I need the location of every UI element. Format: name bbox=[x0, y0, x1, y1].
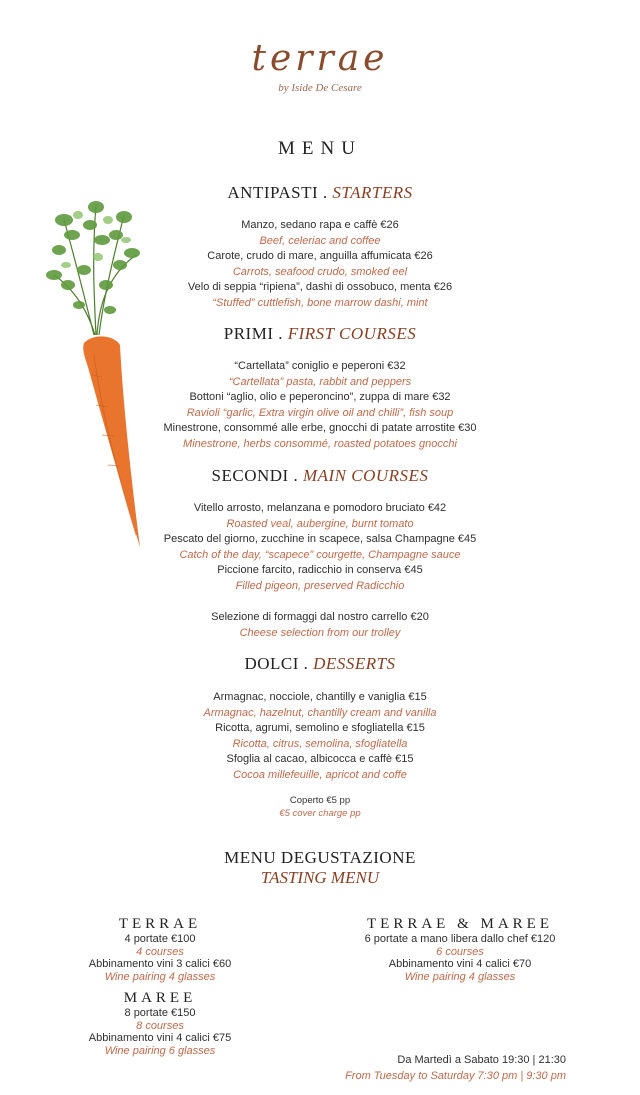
tasting-terrae-courses: 4 portate €100 bbox=[124, 933, 196, 945]
tasting-maree-title: MAREE bbox=[123, 990, 197, 1006]
tasting-terrae-wine-en: Wine pairing 4 glasses bbox=[104, 970, 216, 983]
tasting-terrae-maree-wine: Abbinamento vini 4 calici €70 bbox=[388, 958, 532, 970]
menu-item: Minestrone, consommé alle erbe, gnocchi di patate arrostite €30 bbox=[163, 422, 477, 434]
section-heading-en: STARTERS bbox=[332, 183, 413, 202]
menu-item-translation: Beef, celeriac and coffee bbox=[259, 234, 381, 247]
menu-item-translation: Cocoa millefeuille, apricot and coffe bbox=[233, 768, 407, 781]
menu-item: Sfoglia al cacao, albicocca e caffè €15 bbox=[226, 753, 414, 765]
tasting-maree-courses-en: 8 courses bbox=[136, 1019, 184, 1032]
menu-item-translation: Ravioli “garlic, Extra virgin olive oil and chilli”, fish soup bbox=[186, 406, 454, 419]
menu-item-translation: Ricotta, citrus, semolina, sfogliatella bbox=[232, 737, 408, 750]
menu-item-translation: “Cartellata” pasta, rabbit and peppers bbox=[228, 375, 412, 388]
tasting-terrae-maree-title: TERRAE & MAREE bbox=[367, 916, 553, 932]
section-heading-it: DOLCI bbox=[244, 654, 299, 673]
menu-item: Vitello arrosto, melanzana e pomodoro bruciato €42 bbox=[193, 502, 447, 514]
section-heading-it: PRIMI bbox=[223, 324, 274, 343]
section-items-primi bbox=[0, 359, 640, 452]
menu-item: Piccione farcito, radicchio in conserva €45 bbox=[217, 564, 423, 576]
section-heading-en: FIRST COURSES bbox=[287, 324, 417, 343]
section-heading-antipasti: ANTIPASTI . STARTERS bbox=[227, 183, 413, 202]
logo-byline: by Iside De Cesare bbox=[278, 82, 362, 94]
tasting-terrae-maree-wine-en: Wine pairing 4 glasses bbox=[404, 970, 516, 983]
tasting-terrae bbox=[60, 916, 260, 983]
menu-item: Ricotta, agrumi, semolino e sfogliatella €15 bbox=[215, 722, 425, 734]
menu-item-translation: Armagnac, hazelnut, chantilly cream and vanilla bbox=[203, 706, 437, 719]
section-heading-secondi: SECONDI . MAIN COURSES bbox=[211, 466, 429, 485]
menu-item-translation: Roasted veal, aubergine, burnt tomato bbox=[226, 517, 414, 530]
cover-charge bbox=[0, 794, 640, 820]
menu-item: Armagnac, nocciole, chantilly e vaniglia €15 bbox=[213, 691, 427, 703]
menu-title: MENU bbox=[278, 138, 362, 159]
section-heading-primi: PRIMI . FIRST COURSES bbox=[223, 324, 417, 343]
menu-item: Manzo, sedano rapa e caffè €26 bbox=[241, 219, 399, 231]
menu-item-translation: “Stuffed” cuttlefish, bone marrow dashi, mint bbox=[212, 296, 428, 309]
section-heading-en: DESSERTS bbox=[313, 654, 396, 673]
tasting-terrae-maree-courses-en: 6 courses bbox=[436, 945, 484, 958]
tasting-terrae-maree-courses: 6 portate a mano libera dallo chef €120 bbox=[364, 933, 556, 945]
tasting-maree-wine-en: Wine pairing 6 glasses bbox=[104, 1044, 216, 1057]
menu-item-translation: Filled pigeon, preserved Radicchio bbox=[235, 579, 405, 592]
tasting-maree bbox=[60, 990, 260, 1057]
menu-item-translation: Cheese selection from our trolley bbox=[239, 626, 401, 639]
section-items-dolci bbox=[0, 690, 640, 783]
section-heading-it: SECONDI bbox=[211, 466, 289, 485]
cover-charge-it: Coperto €5 pp bbox=[289, 795, 351, 806]
menu-item-translation: Catch of the day, “scapece” courgette, Champagne sauce bbox=[179, 548, 461, 561]
menu-item: Selezione di formaggi dal nostro carrello €20 bbox=[211, 611, 429, 623]
section-heading-it: ANTIPASTI bbox=[227, 183, 319, 202]
tasting-heading-en: TASTING MENU bbox=[260, 868, 380, 887]
tasting-terrae-wine: Abbinamento vini 3 calici €60 bbox=[88, 958, 232, 970]
cover-charge-en: €5 cover charge pp bbox=[279, 808, 361, 819]
menu-item-translation: Minestrone, herbs consommé, roasted potatoes gnocchi bbox=[183, 437, 457, 450]
menu-item: “Cartellata” coniglio e peperoni €32 bbox=[234, 360, 406, 372]
menu-item: Pescato del giorno, zucchine in scapece, salsa Champagne €45 bbox=[163, 533, 477, 545]
tasting-maree-wine: Abbinamento vini 4 calici €75 bbox=[88, 1032, 232, 1044]
section-heading-dolci: DOLCI . DESSERTS bbox=[244, 654, 396, 673]
cheese-selection bbox=[0, 610, 640, 641]
section-items-antipasti bbox=[0, 218, 640, 311]
section-items-secondi bbox=[0, 501, 640, 594]
section-heading-en: MAIN COURSES bbox=[302, 466, 429, 485]
menu-item: Velo di seppia “ripiena”, dashi di ossobuco, menta €26 bbox=[187, 281, 453, 293]
opening-hours-en: From Tuesday to Saturday 7:30 pm | 9:30 pm bbox=[345, 1069, 566, 1082]
tasting-terrae-maree bbox=[340, 916, 580, 983]
tasting-terrae-title: TERRAE bbox=[118, 916, 202, 932]
menu-item: Bottoni “aglio, olio e peperoncino”, zuppa di mare €32 bbox=[189, 391, 451, 403]
tasting-terrae-courses-en: 4 courses bbox=[136, 945, 184, 958]
menu-item-translation: Carrots, seafood crudo, smoked eel bbox=[232, 265, 408, 278]
logo-wordmark: terrae bbox=[251, 38, 389, 79]
tasting-maree-courses: 8 portate €150 bbox=[124, 1007, 196, 1019]
opening-hours bbox=[345, 1053, 566, 1084]
tasting-heading: MENU DEGUSTAZIONE bbox=[224, 848, 416, 867]
opening-hours-it: Da Martedì a Sabato 19:30 | 21:30 bbox=[397, 1054, 566, 1066]
menu-item: Carote, crudo di mare, anguilla affumicata €26 bbox=[207, 250, 433, 262]
